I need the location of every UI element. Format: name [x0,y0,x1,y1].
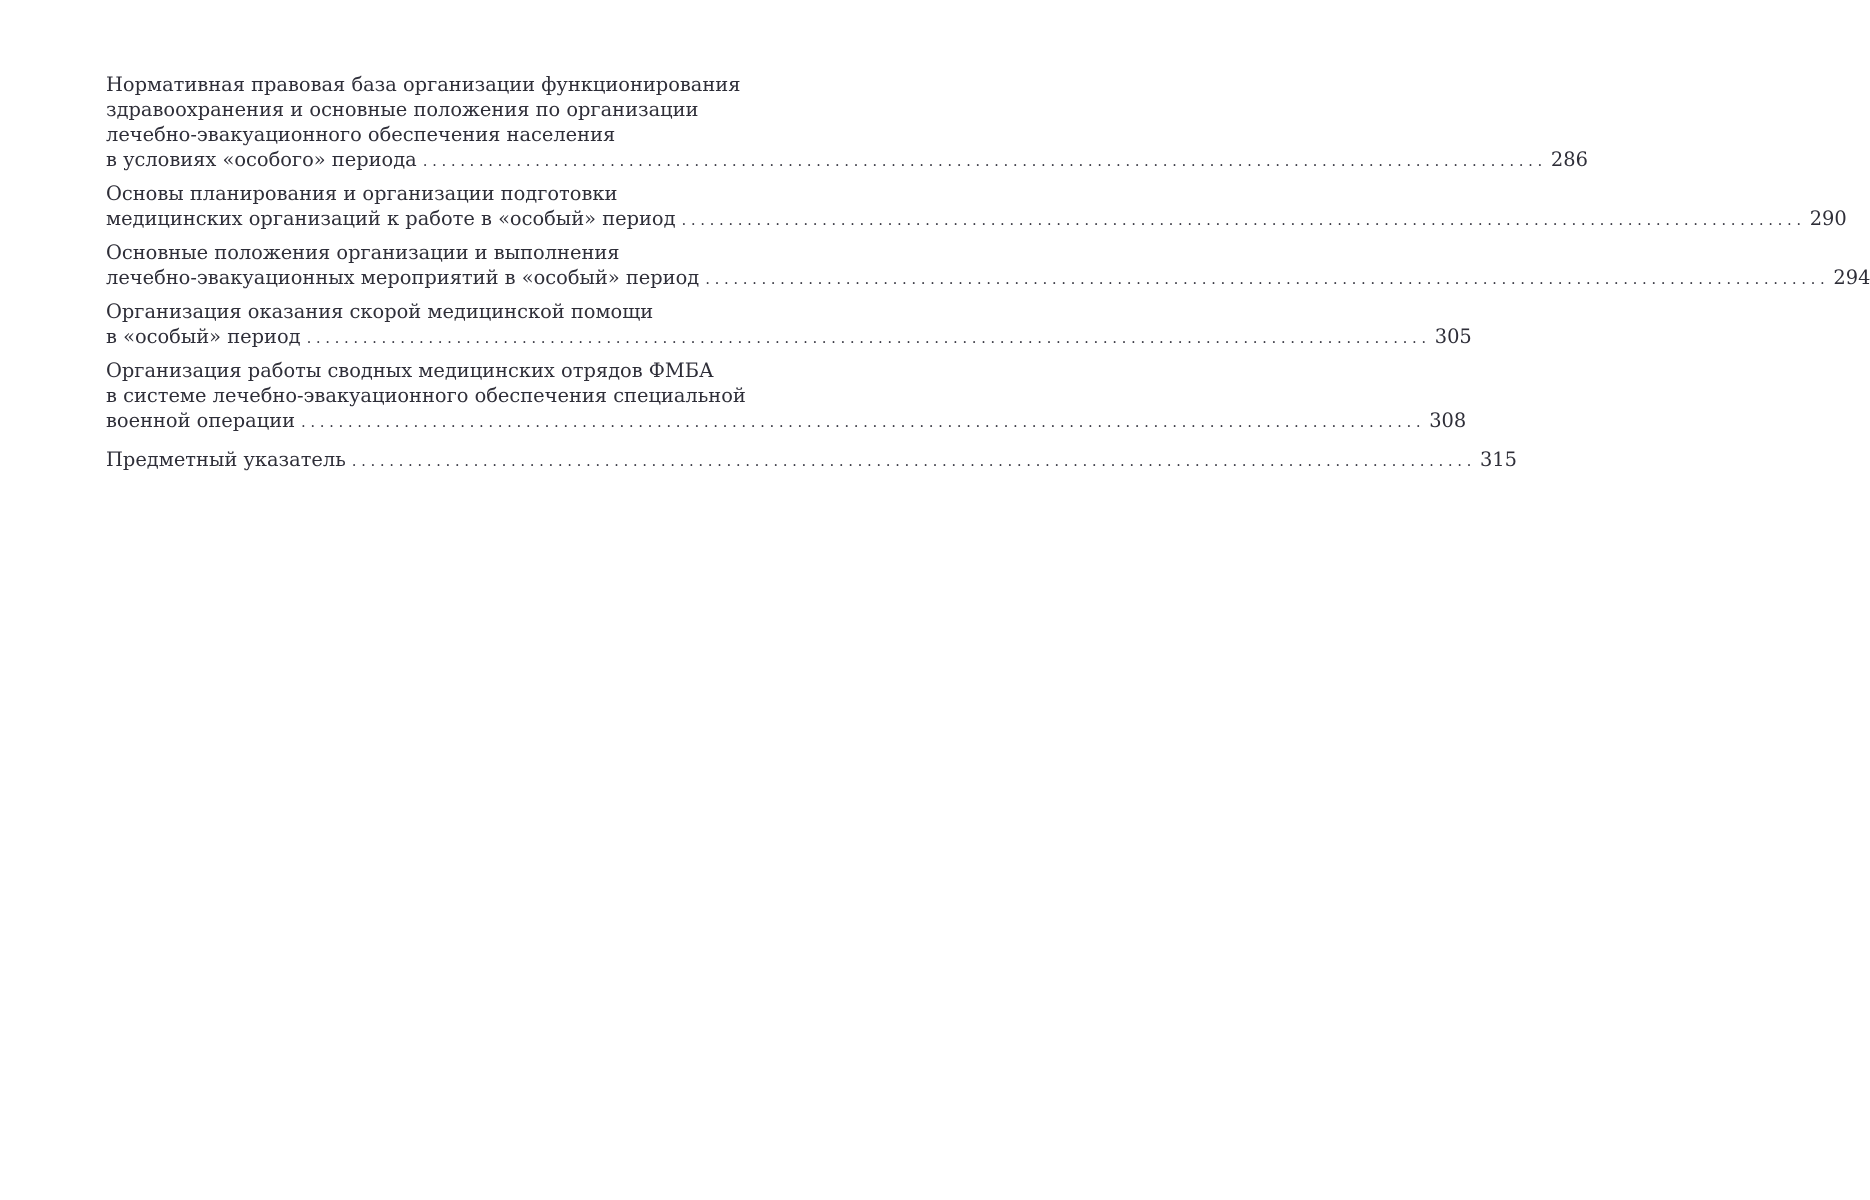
toc-entry[interactable] [106,358,1467,435]
toc-entry-final-line [106,147,1588,174]
toc-entry-title-line: в системе лечебно-эвакуационного обеспечения специальной [106,384,746,407]
dot-leader: ........................................................................................................................ [351,452,1476,470]
toc-page-number: 305 [1434,325,1472,348]
toc-entry-title-line: Нормативная правовая база организации функционирования [106,73,741,96]
table-of-contents [106,72,1870,481]
toc-page-number: 286 [1550,148,1588,171]
toc-entry[interactable] [106,299,1472,351]
toc-entry-title-line: Основы планирования и организации подготовки [106,182,618,205]
toc-entry-title-line: в «особый» период [106,325,301,348]
dot-leader: ........................................................................................................................ [301,413,1426,431]
dot-leader: ........................................................................................................................ [306,329,1431,347]
toc-page-number: 315 [1479,448,1517,471]
toc-entry-title-line: лечебно-эвакуационного обеспечения населения [106,123,616,146]
toc-entry-title-line: Организация оказания скорой медицинской помощи [106,300,654,323]
toc-entry-final-line [106,265,1870,292]
toc-entry-title-line: Основные положения организации и выполнения [106,241,620,264]
dot-leader: ........................................................................................................................ [422,152,1547,170]
toc-entry[interactable] [106,447,1517,474]
toc-entry-title-line: в условиях «особого» периода [106,148,417,171]
toc-entry-title-line: военной операции [106,409,296,432]
toc-page-number: 308 [1429,409,1467,432]
toc-entry-final-line [106,408,1467,435]
toc-entry-final-line [106,206,1847,233]
toc-entry[interactable] [106,240,1870,292]
dot-leader: ........................................................................................................................ [705,270,1830,288]
toc-entry-final-line [106,324,1472,351]
toc-entry-title-line: лечебно-эвакуационных мероприятий в «особый» период [106,266,700,289]
toc-entry-title-line: Организация работы сводных медицинских отрядов ФМБА [106,359,714,382]
toc-entry-title-line: здравоохранения и основные положения по организации [106,98,699,121]
toc-entry-title-line: Предметный указатель [106,448,346,471]
toc-entry-title-line: медицинских организаций к работе в «особый» период [106,207,676,230]
toc-entry[interactable] [106,72,1588,174]
toc-page-number: 290 [1809,207,1847,230]
dot-leader: ........................................................................................................................ [681,211,1806,229]
toc-page-number: 294 [1833,266,1870,289]
toc-entry[interactable] [106,181,1847,233]
toc-entry-final-line [106,447,1517,474]
